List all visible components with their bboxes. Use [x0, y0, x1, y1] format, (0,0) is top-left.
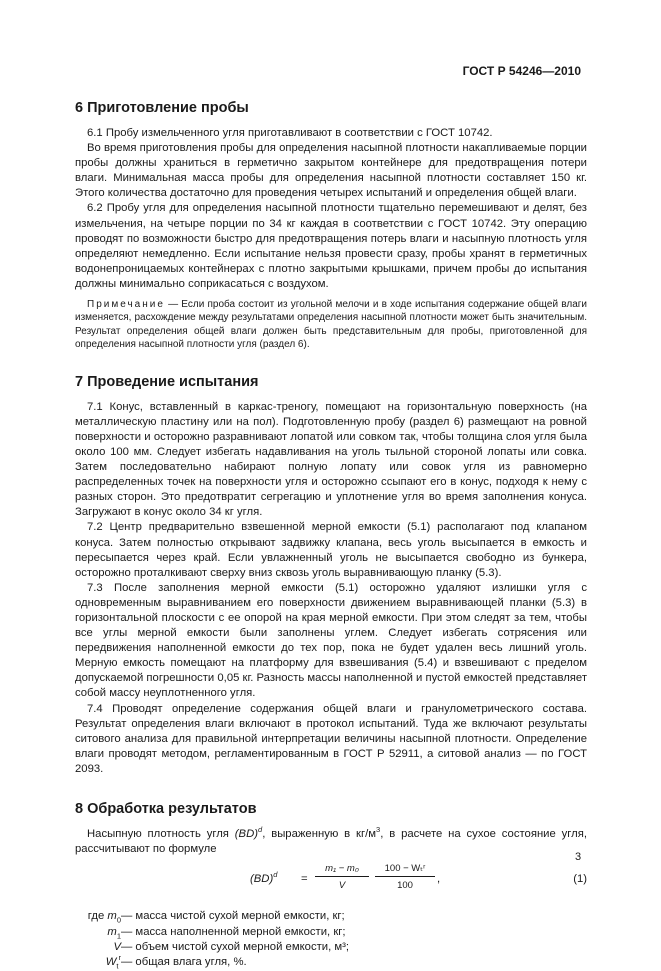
legend-symbol: [75, 909, 121, 924]
legend-row: [75, 955, 587, 970]
fraction-1-denominator: V: [338, 880, 346, 892]
intro-bd: (BD): [234, 828, 259, 840]
formula-fraction-1: [315, 863, 369, 891]
legend-sym: m: [107, 910, 117, 923]
paragraph-7-1: 7.1 Конус, вставленный в каркас-треногу, помещают на горизонтальную поверхность (на металлическую пластину или на пол). Подготовленную пробу (раздел 6) размещают на ровной поверхности и осторожно разравнивают лопатой или совком так, чтобы толщина слоя угля была около 100 мм. Следует избегать надавливания на уголь тыльной стороной лопаты или совка. Затем последовательно набирают полную лопату или совок угля из равномерно распределенных точек на поверхности угля и осторожно ссыпают его в конус, подходя к нему с разных сторон. Это предотвратит сегрегацию и уплотнение угля во время заполнения конуса. Загружают в конус около 34 кг угля.: [75, 400, 587, 519]
legend-sym: W: [105, 956, 117, 969]
legend-text: — масса наполненной мерной емкости, кг;: [121, 925, 346, 938]
paragraph-7-4: 7.4 Проводят определение содержания общей влаги и гранулометрического состава. Результат определения влаги включают в протокол испытаний. Туда же включают результаты ситового анализа для правильной интерпретации величины насыпной плотности. Определение влаги проводят методом, регламентированным в ГОСТ Р 52911, а ситовой анализ — по ГОСТ 2093.: [75, 702, 587, 775]
legend-prefix: где: [87, 910, 108, 923]
paragraph-7-2: 7.2 Центр предварительно взвешенной мерной емкости (5.1) располагают под клапаном конуса. Затем полностью открывают задвижку клапана, весь уголь высыпается в емкость и пересыпается через край. Если увлажненный уголь не высыпается свободно из бункера, осторожно проталкивают сверху вниз сквозь уголь выравнивающую планку (5.3).: [75, 521, 587, 579]
legend-symbol: [75, 955, 121, 970]
fraction-2-numerator: 100 − Wₜʳ: [375, 863, 435, 877]
section-8-title: 8 Обработка результатов: [75, 801, 257, 817]
page-number: 3: [575, 851, 582, 863]
note-label: Примечание: [87, 299, 165, 311]
fraction-2-denominator: 100: [397, 880, 413, 892]
legend-text: — масса чистой сухой мерной емкости, кг;: [121, 910, 345, 923]
formula-lhs-sup: d: [273, 870, 278, 880]
legend-symbol: [75, 940, 121, 955]
formula-fraction-2: [375, 863, 435, 891]
fraction-1-numerator: m₁ − m₀: [315, 863, 369, 877]
formula-number: (1): [573, 873, 587, 886]
paragraph-7-3: 7.3 После заполнения мерной емкости (5.1) осторожно удаляют излишки угля с одновременным выравниванием его поверхности движением выравнивающей планки (5.3) в горизонтальной плоскости с ее опорой на края мерной емкости. При этом следят за тем, чтобы все углы мерной емкости были заполнены углем. Следует избегать сотрясения или передвижения наполненной емкости до тех пор, пока не будет удален весь лишний уголь. Мерную емкость помещают на платформу для взвешивания (5.4) и взвешивают с пределом допускаемой погрешности 0,05 кг. Разность массы наполненной и пустой емкостей представляет собой массу неуплотненного угля.: [75, 581, 587, 700]
note-text: — Если проба состоит из угольной мелочи и в ходе испытания содержание общей влаги изменяется, расхождение между результатами определения насыпной плотности может быть значительным. Результат определения общей влаги должен быть представительным для пробы, приготовленной для определения насыпной плотности угля (раздел 6).: [75, 299, 587, 351]
legend-sub: 1: [116, 930, 121, 940]
section-6-body: [75, 126, 587, 352]
paragraph-8-intro: [75, 827, 587, 857]
section-8-body: [75, 827, 587, 971]
formula-legend: [75, 909, 587, 971]
section-7-title: 7 Проведение испытания: [75, 373, 259, 390]
legend-sub: 0: [116, 915, 121, 925]
legend-row: [75, 940, 587, 955]
legend-sym: V: [113, 941, 121, 953]
legend-text: — объем чистой сухой мерной емкости, м³;: [121, 941, 350, 953]
legend-row: [75, 909, 587, 924]
section-7-body: [75, 400, 587, 777]
page-content: [75, 93, 587, 971]
legend-sup: r: [118, 953, 121, 963]
standard-header: ГОСТ Р 54246—2010: [462, 64, 581, 78]
intro-text-a: Насыпную плотность угля: [87, 828, 235, 840]
section-6-title: 6 Приготовление пробы: [75, 100, 249, 116]
intro-text-b: , выраженную в кг/м: [262, 828, 377, 840]
intro-bd-sup: d: [258, 825, 263, 835]
formula-lhs-text: (BD): [250, 873, 274, 886]
formula-lhs: [250, 870, 278, 886]
formula-1: [75, 863, 587, 907]
note-6: [75, 298, 587, 352]
intro-cube: 3: [376, 825, 381, 835]
legend-text: — общая влага угля, %.: [121, 956, 247, 969]
legend-row: [75, 925, 587, 940]
intro-text-c: , в расчете на сухое состояние угля, рассчитывают по формуле: [75, 828, 588, 856]
legend-symbol: [75, 925, 121, 940]
legend-sym: m: [107, 925, 117, 938]
formula-equals: =: [301, 873, 308, 886]
paragraph-6-1-cont: Во время приготовления пробы для определения насыпной плотности накапливаемые порции пробы должны храниться в герметично закрытом контейнере для предотвращения потери влаги. Минимальная масса пробы для определения насыпной плотности составляет 150 кг. Этого количества достаточно для проведения четырех испытаний и определения общей влаги.: [75, 142, 587, 200]
paragraph-6-1: 6.1 Пробу измельченного угля приготавливают в соответствии с ГОСТ 10742.: [87, 127, 493, 139]
formula-comma: ,: [437, 873, 441, 886]
legend-sub: t: [116, 961, 119, 971]
paragraph-6-2: 6.2 Пробу угля для определения насыпной плотности тщательно перемешивают и делят, без измельчения, на четыре порции по 34 кг каждая в соответствии с ГОСТ 10742. Эту операцию проводят по возможности быстро для предотвращения потерь влаги и насыпную плотность угля определяют немедленно. Если испытание нельзя провести сразу, пробы хранят в герметичных водонепроницаемых контейнерах с плотно закрытыми крышками, причем пробы до испытания должны минимально соприкасаться с воздухом.: [75, 202, 587, 290]
